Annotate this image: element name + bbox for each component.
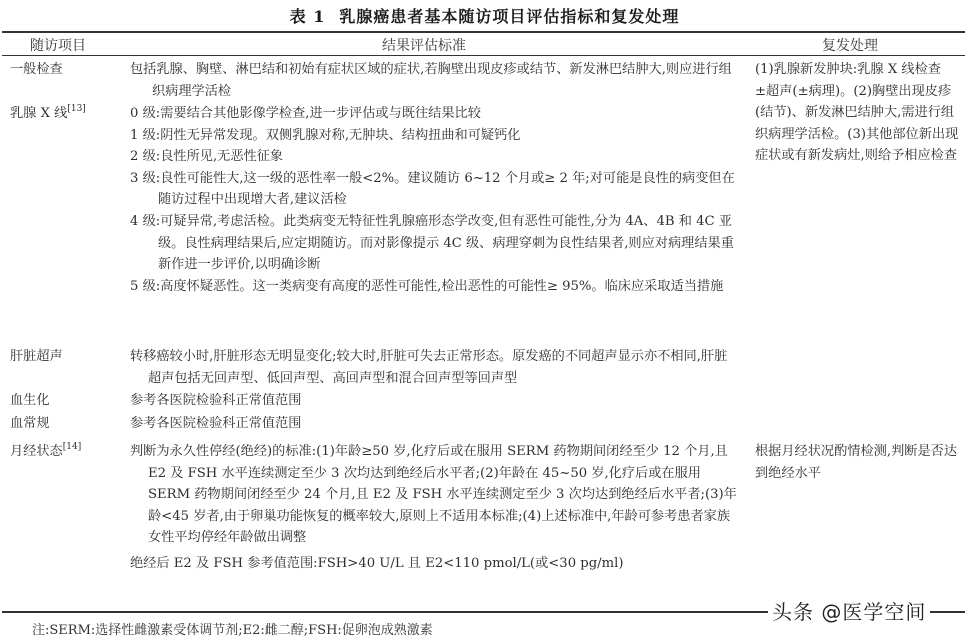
top-rule xyxy=(2,31,965,33)
row-criteria-blood-chemistry: 参考各医院检验科正常值范围 xyxy=(130,393,302,408)
row-treatment-menstrual: 根据月经状况酌情检测,判断是否达到绝经水平 xyxy=(755,444,958,481)
table-title-text: 乳腺癌患者基本随访项目评估指标和复发处理 xyxy=(339,7,680,26)
row-item-general-exam: 一般检查 xyxy=(10,62,63,77)
watermark: 头条 @医学空间 xyxy=(768,596,930,625)
table-title xyxy=(0,4,969,27)
birads-level-0: 0 级:需要结合其他影像学检查,进一步评估或与既往结果比较 xyxy=(130,106,481,121)
menopause-reference-range: 绝经后 E2 及 FSH 参考值范围:FSH>40 U/L 且 E2<110 pmol/L(或<30 pg/ml) xyxy=(130,555,624,571)
item-label: 乳腺 X 线 xyxy=(10,106,68,121)
table-label: 表 1 xyxy=(289,7,326,26)
row-item-liver-ultrasound: 肝脏超声 xyxy=(10,349,63,364)
birads-level-3: 3 级:良性可能性大,这一级的恶性率一般<2%。建议随访 6~12 个月或≥ 2 年;对可能是良性的病变但在随访过程中出现增大者,建议活检 xyxy=(130,170,735,208)
row-treatment-general: (1)乳腺新发肿块:乳腺 X 线检查±超声(±病理)。(2)胸壁出现皮疹(结节)、新发淋巴结肿大,需进行组织病理学活检。(3)其他部位新出现症状或有新发病灶,则给予相应检查 xyxy=(755,62,959,164)
birads-level-5: 5 级:高度怀疑恶性。这一类病变有高度的恶性可能性,检出恶性的可能性≥ 95%。临床应采取适当措施 xyxy=(130,278,724,294)
row-item-blood-chemistry: 血生化 xyxy=(10,393,50,408)
menopause-criteria: 判断为永久性停经(绝经)的标准:(1)年龄≥50 岁,化疗后或在服用 SERM 药物期间闭经至少 12 个月,且 E2 及 FSH 水平连续测定至少 3 次均达到绝经后水平者;(2)年龄在 45~50 岁,化疗后或在服用 SERM 药物期间闭经至少 24 个月,且 E2 及 FSH 水平连续测定至少 3 次均达到绝经后水平者;(3)年龄<45 岁者,由于卵巢功能恢复的概率较大,原则上不适用本标准;(4)上述标准中,年龄可参考患者家族女性平均停经年龄做出调整 xyxy=(130,444,737,546)
row-item-blood-routine: 血常规 xyxy=(10,416,50,431)
item-label: 月经状态 xyxy=(10,444,63,459)
header-followup-item: 随访项目 xyxy=(30,38,86,54)
birads-level-4: 4 级:可疑异常,考虑活检。此类病变无特征性乳腺癌形态学改变,但有恶性可能性,分为 4A、4B 和 4C 亚级。良性病理结果后,应定期随访。而对影像提示 4C 级、病理穿刺为良性结果者,则应对病理结果重新作进一步评价,以明确诊断 xyxy=(130,213,734,273)
row-criteria-mammography xyxy=(130,103,740,297)
row-criteria-general-exam xyxy=(130,59,740,102)
row-criteria-menstrual-status xyxy=(130,441,740,575)
row-criteria-liver-ultrasound xyxy=(130,346,740,389)
reference-mark: [13] xyxy=(67,104,86,114)
criteria-text: 包括乳腺、胸壁、淋巴结和初始有症状区域的症状,若胸壁出现皮疹或结节、新发淋巴结肿大,则应进行组织病理学活检 xyxy=(130,62,732,99)
header-rule xyxy=(2,55,965,56)
birads-level-1: 1 级:阴性无异常发现。双侧乳腺对称,无肿块、结构扭曲和可疑钙化 xyxy=(130,127,521,143)
table-footnote: 注:SERM:选择性雌激素受体调节剂;E2:雌二醇;FSH:促卵泡成熟激素 xyxy=(32,623,433,638)
row-item-mammography xyxy=(10,103,120,125)
row-item-menstrual-status xyxy=(10,441,120,463)
row-criteria-blood-routine: 参考各医院检验科正常值范围 xyxy=(130,416,302,431)
reference-mark: [14] xyxy=(62,442,82,452)
header-treatment: 复发处理 xyxy=(822,38,878,54)
birads-level-2: 2 级:良性所见,无恶性征象 xyxy=(130,149,284,165)
criteria-text: 转移癌较小时,肝脏形态无明显变化;较大时,肝脏可失去正常形态。原发癌的不同超声显示亦不相同,肝脏超声包括无回声型、低回声型、高回声型和混合回声型等回声型 xyxy=(130,349,728,386)
header-criteria: 结果评估标准 xyxy=(382,38,466,54)
